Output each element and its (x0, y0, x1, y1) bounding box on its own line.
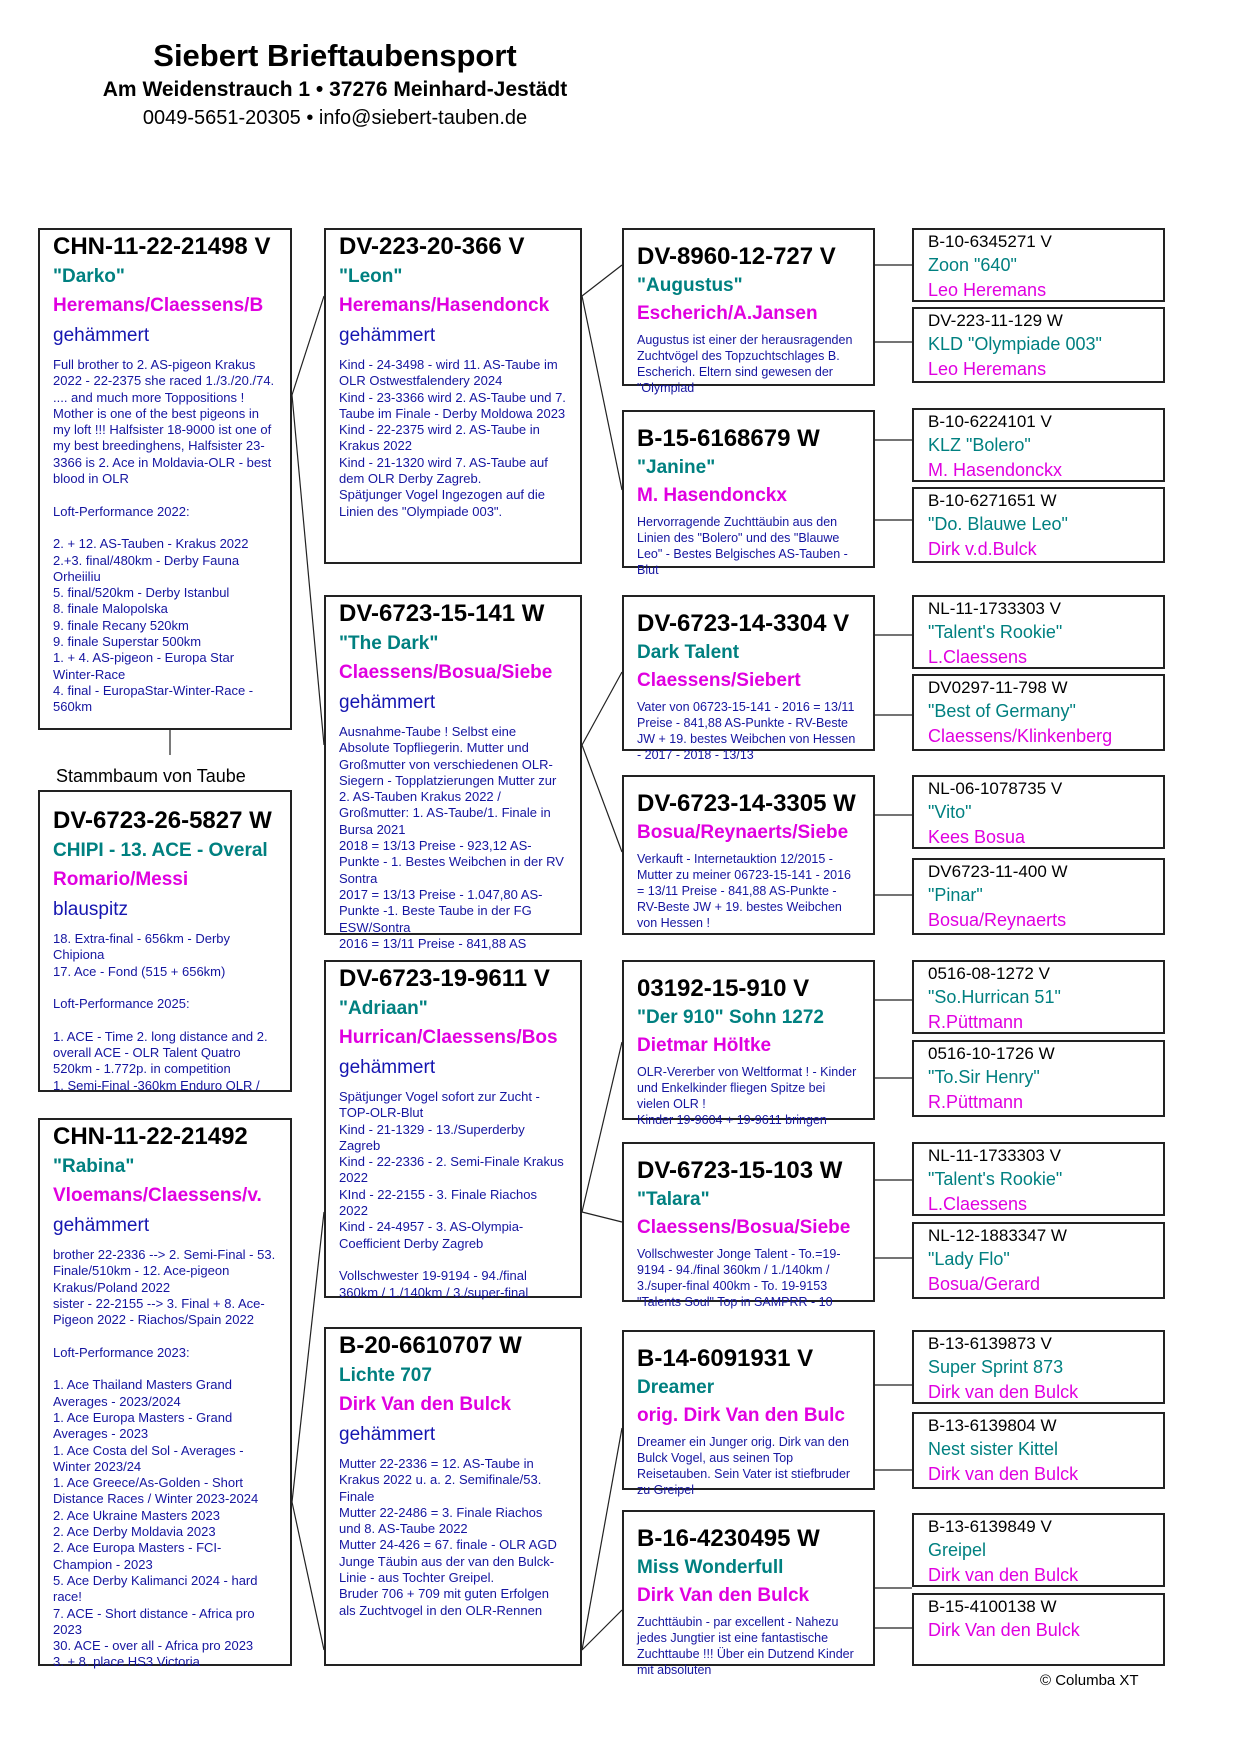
ring-number: DV-8960-12-727 V (637, 243, 836, 270)
ring-number: B-10-6345271 V (928, 232, 1052, 251)
great-great-grandparent-card (912, 1412, 1165, 1489)
breeder-line: R.Püttmann (928, 1012, 1024, 1032)
pigeon-name: KLZ "Bolero" (928, 435, 1031, 455)
grandparent-card (324, 1327, 582, 1666)
ring-number: CHN-11-22-21492 (53, 1123, 248, 1150)
pigeon-description: Dreamer ein Junger orig. Dirk van den Bulck Vogel, aus seinen Top Reisetauben. Sein Vater ist stiefbruder zu Greipel (637, 1435, 851, 1497)
breeder-line: Dietmar Höltke (637, 1035, 772, 1056)
pigeon-description: Spätjunger Vogel sofort zur Zucht - TOP-OLR-Blut Kind - 21-1329 - 13./Superderby Zagreb Kind - 22-2336 - 2. Semi-Finale Krakus 2022 KInd - 22-2155 - 3. Finale Riachos 2022 Kind - 24-4957 - 3. AS-Olympia-Coefficient Derby Zagreb Vollschwester 19-9194 - 94./final 360km / 1./140km / 3./super-final (339, 1089, 564, 1300)
ring-number: B-10-6271651 W (928, 491, 1057, 510)
ring-number: DV-6723-15-141 W (339, 600, 545, 627)
great-great-grandparent-card (912, 858, 1165, 935)
ring-number: DV-6723-19-9611 V (339, 965, 550, 992)
pigeon-description: Vollschwester Jonge Talent - To.=19-9194 - 94./final 360km / 1./140km / 3./super-final 400km - To. 19-9153 "Talents Soul" Top in SAMPRR - 10 (637, 1247, 841, 1309)
ring-number: B-13-6139873 V (928, 1334, 1052, 1353)
pigeon-name: "Augustus" (637, 275, 743, 296)
feather-color: gehämmert (339, 1057, 436, 1078)
ring-number: B-15-6168679 W (637, 425, 820, 452)
pigeon-name: "Talent's Rookie" (928, 1169, 1063, 1189)
breeder-line: R.Püttmann (928, 1092, 1024, 1112)
great-grandparent-card (622, 1142, 875, 1309)
great-grandparent-card (622, 595, 875, 762)
pigeon-description: Zuchttäubin - par excellent - Nahezu jedes Jungtier ist eine fantastische Zuchttaube !!! Über ein Dutzend Kinder mit absoluten (637, 1615, 854, 1677)
breeder-line: Dirk Van den Bulck (339, 1394, 512, 1415)
great-great-grandparent-card (912, 487, 1165, 563)
pigeon-description: OLR-Vererber von Weltformat ! - Kinder und Enkelkinder fliegen Spitze bei vielen OLR ! Kinder 19-9604 + 19-9611 bringen (637, 1065, 857, 1127)
great-great-grandparent-card (912, 408, 1165, 482)
pigeon-name: "Adriaan" (339, 998, 428, 1019)
breeder-line: Heremans/Hasendonck (339, 295, 550, 316)
ring-number: 0516-10-1726 W (928, 1044, 1055, 1063)
great-grandparent-card (622, 1330, 875, 1497)
pigeon-description: Verkauft - Internetauktion 12/2015 - Mutter zu meiner 06723-15-141 - 2016 = 13/11 Preise - 841,88 AS-Punkte - RV-Beste JW + 19. bestes Weibchen von Hessen ! (637, 852, 852, 930)
pigeon-name: "Janine" (637, 457, 716, 478)
ring-number: B-13-6139804 W (928, 1416, 1057, 1435)
pigeon-name: Greipel (928, 1540, 987, 1560)
breeder-contact: 0049-5651-20305 • info@siebert-tauben.de (142, 107, 528, 129)
great-grandparent-card (622, 1510, 875, 1677)
ring-number: DV-6723-26-5827 W (53, 807, 272, 834)
pigeon-description: Augustus ist einer der herausragenden Zuchtvögel des Topzuchtschlages B. Escherich. Eltern sind gewesen der "Olympiad (637, 333, 853, 395)
pigeon-name: Dark Talent (637, 642, 740, 663)
great-grandparent-card (622, 775, 875, 935)
great-great-grandparent-card (912, 1593, 1165, 1666)
ring-number: B-20-6610707 W (339, 1332, 522, 1359)
feather-color: gehämmert (339, 692, 436, 713)
great-great-grandparent-card (912, 674, 1165, 751)
copyright-note: © Columba XT (1040, 1672, 1139, 1689)
breeder-line: Dirk Van den Bulck (637, 1585, 810, 1606)
ring-number: B-15-4100138 W (928, 1597, 1057, 1616)
breeder-line: M. Hasendonckx (928, 460, 1063, 480)
breeder-line: Dirk v.d.Bulck (928, 539, 1037, 559)
great-great-grandparent-card (912, 775, 1165, 849)
ring-number: DV-223-11-129 W (928, 311, 1063, 330)
breeder-line: Leo Heremans (928, 280, 1047, 300)
great-grandparent-card (622, 228, 875, 395)
pigeon-name: Lichte 707 (339, 1365, 432, 1386)
great-grandparent-card (622, 960, 875, 1127)
ring-number: DV-6723-14-3305 W (637, 790, 856, 817)
pigeon-name: Super Sprint 873 (928, 1357, 1064, 1377)
feather-color: blauspitz (53, 899, 128, 920)
breeder-line: Bosua/Gerard (928, 1274, 1041, 1294)
breeder-line: Vloemans/Claessens/v. (53, 1185, 262, 1206)
grandparent-card (324, 960, 582, 1298)
pigeon-name: Miss Wonderfull (637, 1557, 784, 1578)
great-great-grandparent-card (912, 1513, 1165, 1587)
feather-color: gehämmert (339, 325, 436, 346)
breeder-line: Heremans/Claessens/B (53, 295, 264, 316)
ring-number: 03192-15-910 V (637, 975, 810, 1002)
breeder-line: Escherich/A.Jansen (637, 303, 818, 324)
ring-number: DV6723-11-400 W (928, 862, 1068, 881)
breeder-line: Dirk van den Bulck (928, 1382, 1079, 1402)
great-great-grandparent-card (912, 595, 1165, 669)
breeder-line: Dirk Van den Bulck (928, 1620, 1080, 1640)
ring-number: NL-12-1883347 W (928, 1226, 1067, 1245)
pigeon-description: 18. Extra-final - 656km - Derby Chipiona 17. Ace - Fond (515 + 656km) Loft-Performance 2025: 1. ACE - Time 2. long distance and 2. overall ACE - OLR Talent Quatro 520km - 1.772p. in competition 1. Semi-Final -360km Enduro OLR / (53, 931, 268, 1093)
breeder-line: L.Claessens (928, 1194, 1028, 1214)
pigeon-description: Full brother to 2. AS-pigeon Krakus 2022 - 22-2375 she raced 1./3./20./74. .... and much more Toppositions ! Mother is one of the best pigeons in my loft !!! Halfsister 18-9000 ist one of my best breedinghens, Halfsister 23-3366 is 2. Ace in Moldavia-OLR - best blood in OLR Loft-Performance 2022: 2. + 12. AS-Tauben - Krakus 2022 2.+3. final/480km - Derby Fauna Orheiiliu 5. final/520km - Derby Istanbul 8. finale Malopolska 9. finale Recany 520km 9. finale Superstar 500km 1. + 4. AS-pigeon - Europa Star Winter-Race 4. final - EuropaStar-Winter-Race - 560km (53, 357, 275, 715)
pigeon-name: Dreamer (637, 1377, 715, 1398)
breeder-line: Hurrican/Claessens/Bos (339, 1027, 558, 1048)
breeder-line: Claessens/Bosua/Siebe (339, 662, 553, 683)
breeder-name-title: Siebert Brieftaubensport (153, 38, 517, 73)
ring-number: B-14-6091931 V (637, 1345, 814, 1372)
ring-number: 0516-08-1272 V (928, 964, 1050, 983)
ring-number: DV0297-11-798 W (928, 678, 1068, 697)
pedigree-label: Stammbaum von Taube (56, 766, 246, 786)
pigeon-name: "The Dark" (339, 633, 439, 654)
grandparent-card (324, 595, 582, 951)
breeder-line: Leo Heremans (928, 359, 1047, 379)
pigeon-name: Nest sister Kittel (928, 1439, 1059, 1459)
breeder-line: Claessens/Siebert (637, 670, 801, 691)
breeder-line: L.Claessens (928, 647, 1028, 667)
breeder-line: Bosua/Reynaerts (928, 910, 1067, 930)
pigeon-name: "Vito" (928, 802, 972, 822)
great-great-grandparent-card (912, 1040, 1165, 1117)
father-card (38, 228, 292, 730)
breeder-line: orig. Dirk Van den Bulc (637, 1405, 845, 1426)
pigeon-description: Vater von 06723-15-141 - 2016 = 13/11 Preise - 841,88 AS-Punkte - RV-Beste JW + 19. bestes Weibchen von Hessen - 2017 - 2018 - 13/13 (637, 700, 856, 762)
pigeon-name: "Lady Flo" (928, 1249, 1010, 1269)
pigeon-description: brother 22-2336 --> 2. Semi-Final - 53. Finale/510km - 12. Ace-pigeon Krakus/Poland 2022 sister - 22-2155 --> 3. Final + 8. Ace-Pigeon 2022 - Riachos/Spain 2022 Loft-Performance 2023: 1. Ace Thailand Masters Grand Averages - 2023/2024 1. Ace Europa Masters - Grand Averages - 2023 1. Ace Costa del Sol - Averages - Winter 2023/24 1. Ace Greece/As-Golden - Short Distance Races / Winter 2023-2024 2. Ace Ukraine Masters 2023 2. Ace Derby Moldavia 2023 2. Ace Europa Masters - FCI-Champion - 2023 5. Ace Derby Kalimanci 2024 - hard race! 7. ACE - Short distance - Africa pro 2023 30. ACE - over all - Africa pro 2023 3. + 8. place HS3 Victoria (53, 1247, 276, 1670)
breeder-line: Claessens/Bosua/Siebe (637, 1217, 851, 1238)
great-great-grandparent-card (912, 1330, 1165, 1404)
pigeon-description: Mutter 22-2336 = 12. AS-Taube in Krakus 2022 u. a. 2. Semifinale/53. Finale Mutter 22-2486 = 3. Finale Riachos und 8. AS-Taube 2022 Mutter 24-426 = 67. finale - OLR AGD Junge Täubin aus der van den Bulck-Linie - aus Tochter Greipel. Bruder 706 + 709 mit guten Erfolgen als Zuchtvogel in den OLR-Rennen (339, 1456, 557, 1618)
pigeon-description: Kind - 24-3498 - wird 11. AS-Taube im OLR Ostwestfalendery 2024 Kind - 23-3366 wird 2. AS-Taube und 7. Taube im Finale - Derby Moldowa 2023 Kind - 22-2375 wird 2. AS-Taube in Krakus 2022 Kind - 21-1320 wird 7. AS-Taube auf dem OLR Derby Zagreb. Spätjunger Vogel Ingezogen auf die Linien des "Olympiade 003". (339, 357, 566, 519)
breeder-line: Dirk van den Bulck (928, 1565, 1079, 1585)
great-great-grandparent-card (912, 960, 1165, 1034)
ring-number: DV-6723-15-103 W (637, 1157, 843, 1184)
pigeon-name: "To.Sir Henry" (928, 1067, 1040, 1087)
breeder-line: Romario/Messi (53, 869, 189, 890)
breeder-line: Claessens/Klinkenberg (928, 726, 1113, 746)
great-great-grandparent-card (912, 1222, 1165, 1299)
pigeon-name: KLD "Olympiade 003" (928, 334, 1102, 354)
ring-number: B-10-6224101 V (928, 412, 1052, 431)
great-great-grandparent-card (912, 307, 1165, 383)
pigeon-name: "Talara" (637, 1189, 710, 1210)
ring-number: NL-11-1733303 V (928, 599, 1061, 618)
breeder-line: Kees Bosua (928, 827, 1026, 847)
grandparent-card (324, 228, 582, 564)
pigeon-name: "So.Hurrican 51" (928, 987, 1061, 1007)
pigeon-name: "Pinar" (928, 885, 983, 905)
ring-number: NL-11-1733303 V (928, 1146, 1061, 1165)
pigeon-name: Zoon "640" (928, 255, 1017, 275)
feather-color: gehämmert (339, 1424, 436, 1445)
ring-number: DV-223-20-366 V (339, 233, 525, 260)
breeder-line: Bosua/Reynaerts/Siebe (637, 822, 849, 843)
great-great-grandparent-card (912, 228, 1165, 302)
ring-number: B-16-4230495 W (637, 1525, 820, 1552)
ring-number: DV-6723-14-3304 V (637, 610, 850, 637)
pigeon-name: "Leon" (339, 266, 403, 287)
feather-color: gehämmert (53, 1215, 150, 1236)
pigeon-description: Hervorragende Zuchttäubin aus den Linien des "Bolero" und des "Blauwe Leo" - Bestes Belgisches AS-Tauben - Blut (637, 515, 848, 577)
pigeon-name: CHIPI - 13. ACE - Overal (53, 840, 268, 861)
pigeon-name: "Rabina" (53, 1156, 135, 1177)
pigeon-name: "Talent's Rookie" (928, 622, 1063, 642)
subject-card (38, 790, 292, 1092)
pigeon-description: Ausnahme-Taube ! Selbst eine Absolute Topfliegerin. Mutter und Großmutter von verschiedenen OLR-Siegern - Topplatzierungen Mutter zur 2. AS-Tauben Krakus 2022 / Großmutter: 1. AS-Taube/1. Finale in Bursa 2021 2018 = 13/13 Preise - 923,12 AS-Punkte - 1. Bestes Weibchen in der RV Sontra 2017 = 13/13 Preise - 1.047,80 AS-Punkte -1. Beste Taube in der FG ESW/Sontra 2016 = 13/11 Preise - 841,88 AS (339, 724, 564, 951)
great-grandparent-card (622, 410, 875, 577)
ring-number: NL-06-1078735 V (928, 779, 1063, 798)
breeder-address: Am Weidenstrauch 1 • 37276 Meinhard-Jestädt (102, 78, 568, 101)
pigeon-name: "Best of Germany" (928, 701, 1076, 721)
great-great-grandparent-card (912, 1142, 1165, 1216)
pigeon-name: "Darko" (53, 266, 125, 287)
breeder-line: Dirk van den Bulck (928, 1464, 1079, 1484)
feather-color: gehämmert (53, 325, 150, 346)
ring-number: CHN-11-22-21498 V (53, 233, 271, 260)
pigeon-name: "Do. Blauwe Leo" (928, 514, 1068, 534)
ring-number: B-13-6139849 V (928, 1517, 1052, 1536)
mother-card (38, 1118, 292, 1670)
pigeon-name: "Der 910" Sohn 1272 (637, 1007, 824, 1028)
breeder-line: M. Hasendonckx (637, 485, 787, 506)
